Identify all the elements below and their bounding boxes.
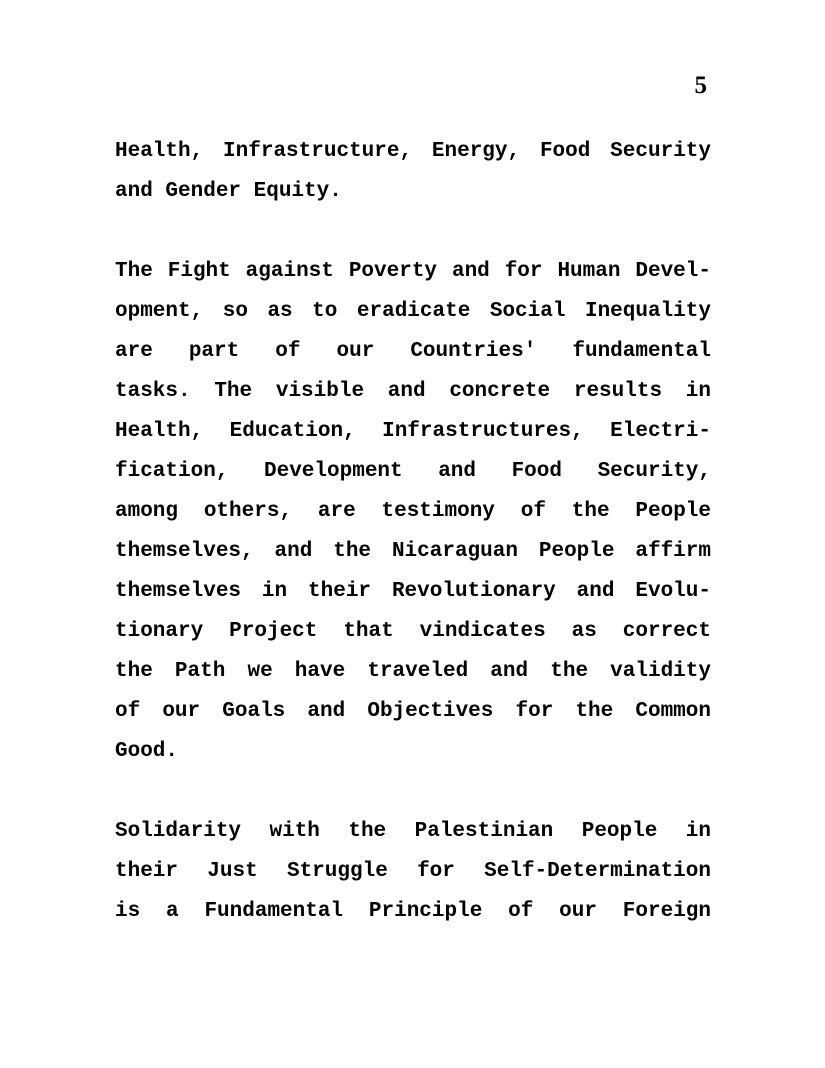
text-line: themselves in their Revolutionary and Evolu- — [115, 580, 711, 603]
text-line: their Just Struggle for Self-Determination — [115, 860, 711, 883]
text-line: Solidarity with the Palestinian People in — [115, 820, 711, 843]
text-line: Health, Education, Infrastructures, Electri- — [115, 420, 711, 443]
text-line: Health, Infrastructure, Energy, Food Security — [115, 140, 711, 163]
page-number: 5 — [694, 72, 707, 99]
paragraph — [115, 132, 711, 212]
text-line: themselves, and the Nicaraguan People affirm — [115, 540, 711, 563]
text-line: and Gender Equity. — [115, 180, 342, 203]
text-line: are part of our Countries' fundamental — [115, 340, 711, 363]
text-line: among others, are testimony of the People — [115, 500, 711, 523]
text-line: The Fight against Poverty and for Human Devel- — [115, 260, 711, 283]
text-line: tasks. The visible and concrete results in — [115, 380, 711, 403]
text-line: is a Fundamental Principle of our Foreign — [115, 900, 711, 923]
paragraph — [115, 252, 711, 772]
paragraph — [115, 812, 711, 932]
text-line: opment, so as to eradicate Social Inequality — [115, 300, 711, 323]
text-line: of our Goals and Objectives for the Common — [115, 700, 711, 723]
text-line: Good. — [115, 740, 179, 763]
document-body — [115, 132, 711, 972]
text-line: fication, Development and Food Security, — [115, 460, 711, 483]
text-line: the Path we have traveled and the validity — [115, 660, 711, 683]
text-line: tionary Project that vindicates as correct — [115, 620, 711, 643]
